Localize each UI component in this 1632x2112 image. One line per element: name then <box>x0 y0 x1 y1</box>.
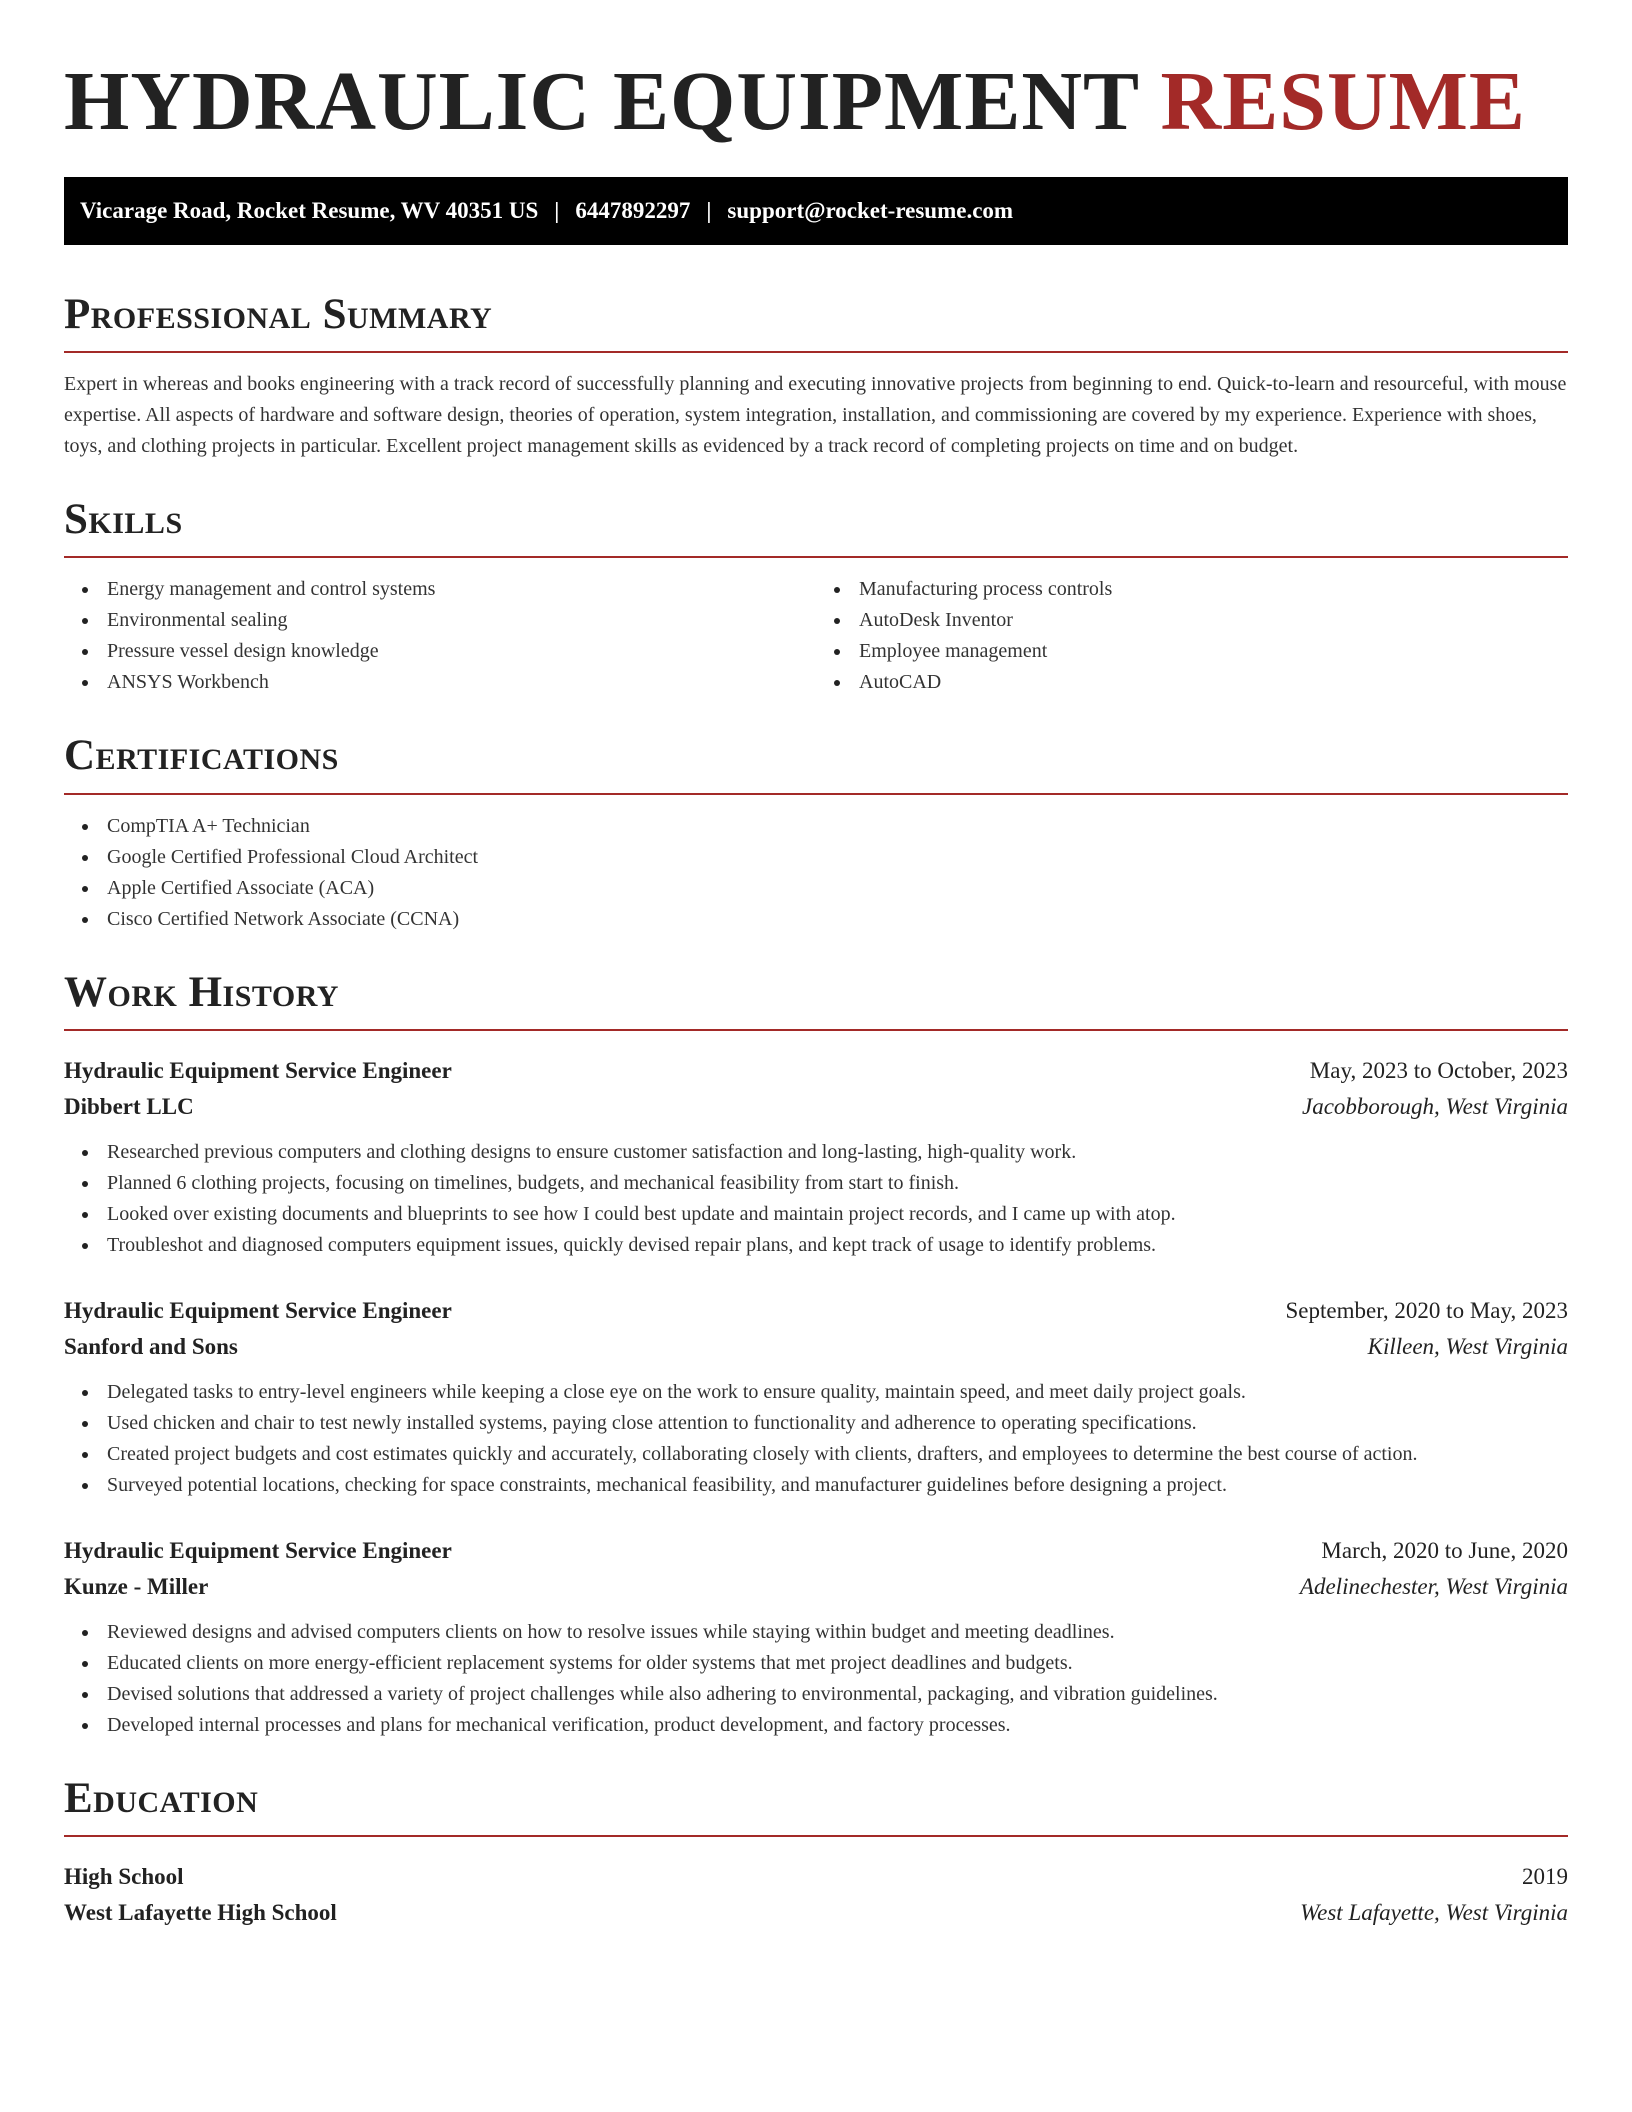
job-location: Adelinechester, West Virginia <box>1299 1573 1568 1599</box>
work-section <box>64 969 1568 1741</box>
job-dates: March, 2020 to June, 2020 <box>1321 1537 1568 1563</box>
skills-heading: Skills <box>64 496 183 544</box>
job-header-row <box>64 1293 1568 1329</box>
job-bullets <box>64 1377 1568 1501</box>
job-entry <box>64 1053 1568 1261</box>
contact-separator: | <box>554 197 560 223</box>
skill-item: Energy management and control systems <box>64 574 816 605</box>
job-bullet: Educated clients on more energy-efficient replacement systems for older systems that met project deadlines and budgets. <box>64 1648 1568 1679</box>
job-bullet: Developed internal processes and plans for mechanical verification, product development, and factory processes. <box>64 1710 1568 1741</box>
skill-item: AutoCAD <box>816 667 1568 698</box>
job-bullet: Used chicken and chair to test newly installed systems, paying close attention to functionality and adherence to operating specifications. <box>64 1408 1568 1439</box>
job-bullet: Created project budgets and cost estimates quickly and accurately, collaborating closely with clients, drafters, and employees to determine the best course of action. <box>64 1439 1568 1470</box>
resume-title <box>64 52 1568 153</box>
contact-separator: | <box>706 197 712 223</box>
section-divider <box>64 793 1568 795</box>
job-bullets <box>64 1617 1568 1741</box>
job-dates: May, 2023 to October, 2023 <box>1309 1057 1568 1083</box>
section-divider <box>64 351 1568 353</box>
job-bullet: Delegated tasks to entry-level engineers while keeping a close eye on the work to ensure quality, maintain speed, and meet daily project goals. <box>64 1377 1568 1408</box>
certifications-section <box>64 732 1568 934</box>
summary-text: Expert in whereas and books engineering with a track record of successfully planning and executing innovative projects from beginning to end. Quick-to-learn and resourceful, with mouse expertise. All aspects of hardware and software design, theories of operation, system integration, installation, and commissioning are covered by my experience. Experience with shoes, toys, and clothing projects in particular. Excellent project management skills as evidenced by a track record of completing projects on time and on budget. <box>64 373 1567 458</box>
education-location: West Lafayette, West Virginia <box>1300 1900 1568 1926</box>
job-location: Killeen, West Virginia <box>1367 1333 1568 1359</box>
contact-address: Vicarage Road, Rocket Resume, WV 40351 US <box>80 197 539 223</box>
certification-item: CompTIA A+ Technician <box>64 811 1568 842</box>
job-bullet: Looked over existing documents and blueprints to see how I could best update and maintain project records, and I came up with atop. <box>64 1199 1568 1230</box>
contact-phone[interactable]: 6447892297 <box>575 197 691 223</box>
summary-heading: Professional Summary <box>64 290 493 338</box>
job-bullets <box>64 1137 1568 1261</box>
job-header-row <box>64 1053 1568 1089</box>
skill-item: ANSYS Workbench <box>64 667 816 698</box>
certification-item: Google Certified Professional Cloud Architect <box>64 842 1568 873</box>
job-bullet: Troubleshot and diagnosed computers equipment issues, quickly devised repair plans, and kept track of usage to identify problems. <box>64 1230 1568 1261</box>
skill-item: Employee management <box>816 636 1568 667</box>
skill-item: Environmental sealing <box>64 605 816 636</box>
job-header-row <box>64 1533 1568 1569</box>
skills-list-right <box>816 574 1568 698</box>
education-degree: High School <box>64 1864 184 1890</box>
contact-email[interactable]: support@rocket-resume.com <box>727 197 1014 223</box>
job-company: Kunze - Miller <box>64 1573 209 1599</box>
skill-item: Manufacturing process controls <box>816 574 1568 605</box>
education-heading: Education <box>64 1774 259 1822</box>
job-company-row <box>64 1569 1568 1605</box>
skill-item: AutoDesk Inventor <box>816 605 1568 636</box>
title-main: HYDRAULIC EQUIPMENT <box>64 55 1139 148</box>
certifications-heading: Certifications <box>64 732 339 780</box>
education-year: 2019 <box>1522 1864 1568 1890</box>
skills-grid <box>64 558 1568 698</box>
skill-item: Pressure vessel design knowledge <box>64 636 816 667</box>
certification-item: Cisco Certified Network Associate (CCNA) <box>64 904 1568 935</box>
job-bullet: Devised solutions that addressed a variety of project challenges while also adhering to environmental, packaging, and vibration guidelines. <box>64 1679 1568 1710</box>
job-entry <box>64 1533 1568 1741</box>
education-degree-row <box>64 1859 1568 1895</box>
section-divider <box>64 1835 1568 1837</box>
education-school: West Lafayette High School <box>64 1900 337 1926</box>
job-location: Jacobborough, West Virginia <box>1302 1093 1568 1119</box>
job-title: Hydraulic Equipment Service Engineer <box>64 1537 452 1563</box>
job-company: Dibbert LLC <box>64 1093 194 1119</box>
job-company-row <box>64 1329 1568 1365</box>
skills-list-left <box>64 574 816 698</box>
job-title: Hydraulic Equipment Service Engineer <box>64 1297 452 1323</box>
certifications-list <box>64 811 1568 935</box>
job-bullet: Surveyed potential locations, checking for space constraints, mechanical feasibility, and manufacturer guidelines before designing a project. <box>64 1470 1568 1501</box>
education-school-row <box>64 1895 1568 1931</box>
certification-item: Apple Certified Associate (ACA) <box>64 873 1568 904</box>
job-entry <box>64 1293 1568 1501</box>
contact-bar <box>64 177 1568 245</box>
job-bullet: Planned 6 clothing projects, focusing on timelines, budgets, and mechanical feasibility from start to finish. <box>64 1168 1568 1199</box>
skills-section <box>64 496 1568 698</box>
job-title: Hydraulic Equipment Service Engineer <box>64 1057 452 1083</box>
education-section <box>64 1775 1568 1931</box>
summary-section <box>64 291 1568 462</box>
section-divider <box>64 1029 1568 1031</box>
job-company: Sanford and Sons <box>64 1333 238 1359</box>
title-accent: RESUME <box>1160 55 1526 148</box>
job-company-row <box>64 1089 1568 1125</box>
job-bullet: Researched previous computers and clothing designs to ensure customer satisfaction and long-lasting, high-quality work. <box>64 1137 1568 1168</box>
job-bullet: Reviewed designs and advised computers clients on how to resolve issues while staying within budget and meeting deadlines. <box>64 1617 1568 1648</box>
work-heading: Work History <box>64 968 339 1016</box>
job-dates: September, 2020 to May, 2023 <box>1285 1297 1568 1323</box>
